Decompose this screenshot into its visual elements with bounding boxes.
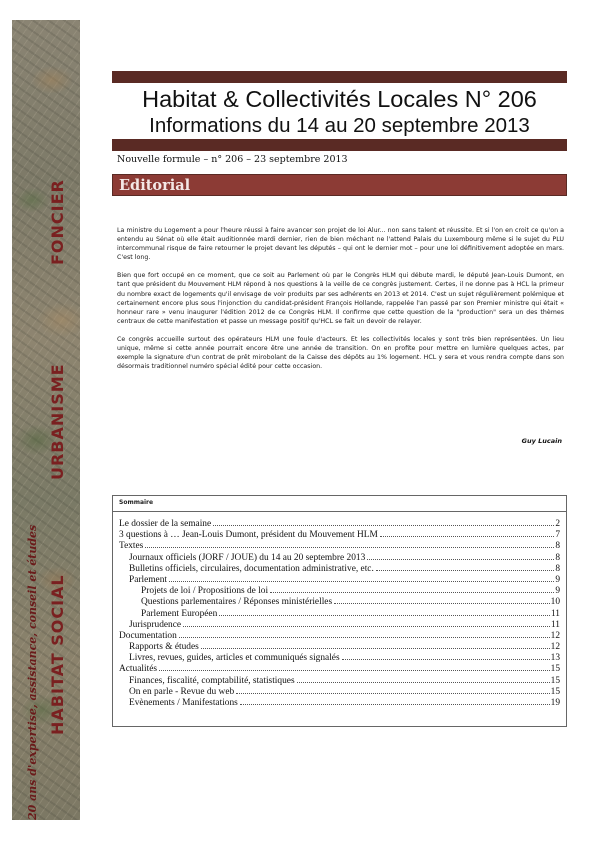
toc-entry[interactable] — [119, 664, 560, 675]
issue-info: Nouvelle formule – n° 206 – 23 septembre 2013 — [117, 154, 348, 165]
toc-leader-dots — [270, 592, 554, 593]
toc-entry[interactable] — [119, 642, 560, 653]
toc-entry-text: Textes — [119, 541, 144, 552]
toc-entry-page: 15 — [550, 686, 560, 697]
toc-entry-text: Projets de loi / Propositions de loi — [141, 586, 269, 597]
toc-entry-page: 15 — [550, 675, 560, 686]
aerial-photo-band — [12, 20, 80, 820]
toc-leader-dots — [334, 603, 550, 604]
toc-entry[interactable] — [119, 530, 560, 541]
toc-entry-text: Questions parlementaires / Réponses ministérielles — [141, 597, 333, 608]
toc-leader-dots — [169, 581, 554, 582]
editorial-paragraph: Ce congrès accueille surtout des opérateurs HLM une foule d'acteurs. Et les collectivités locales y sont très bien représentées. Un lieu unique, même si cette année pourrait encore être une année de transition. On en profite pour mettre en lumière quelques actes, par exemple la signature d'un contrat de prêt mirobolant de la Caisse des dépôts au 1% logement. HCL y sera et vous rendra compte dans son désormais traditionnel numéro spécial édité pour cette occasion. — [117, 335, 564, 371]
toc-leader-dots — [159, 670, 550, 671]
toc-entry-text: Documentation — [119, 630, 177, 641]
toc-entry-page: 9 — [555, 574, 560, 585]
toc-entry[interactable] — [119, 631, 560, 642]
toc-entry[interactable] — [119, 597, 560, 608]
toc-entry-page: 8 — [555, 541, 560, 552]
editorial-paragraph: Bien que fort occupé en ce moment, que ce soit au Parlement où par le Congrès HLM qui débute mardi, le député Jean-Louis Dumont, en tant que président du Mouvement HLM répond à nos questions à la veille de ce congrès justement. Certes, il ne donne pas à HCL la primeur du nombre exact de logements qu'il envisage de voir produits par ses adhérents en 2013 et 2014. C'est un sujet régulièrement polémique et certainement encore plus sous l'injonction du candidat-président François Hollande, rappelée l'an passé par son Premier ministre qui était « honneur rare » venu inaugurer l'édition 2012 de ce Congrès HLM. Il confirme que cette question de la "production" sera un des thèmes centraux de cette manifestation et passe un message positif qu'HCL se fait un devoir de relayer. — [117, 272, 564, 325]
header-bottom-rule — [112, 139, 567, 151]
toc-entry[interactable] — [119, 519, 560, 530]
toc-entry-text: Evènements / Manifestations — [129, 698, 238, 708]
toc-leader-dots — [367, 559, 554, 560]
editorial-paragraph: La ministre du Logement a pour l'heure réussi à faire avancer son projet de loi Alur... non sans talent et réussite. Et si l'on en croit ce qu'on a entendu au Sénat où elle était auditionnée mardi dernier, rien de bien méchant ne l'attend Palais du Luxembourg même si le sujet du PLU intercommunal risque de faire retourner le projet devant les députés – qui ont le dernier mot – pour une loi définitivement adoptée en mars. C'est long. — [117, 227, 564, 262]
toc-leader-dots — [213, 525, 554, 526]
toc-entry-text: Actualités — [119, 664, 158, 675]
sidebar-tagline: 20 ans d'expertise, assistance, conseil et études — [26, 524, 39, 820]
toc-entry-page: 9 — [555, 586, 560, 597]
toc-leader-dots — [236, 693, 549, 694]
toc-list — [113, 512, 566, 709]
toc-entry[interactable] — [119, 553, 560, 564]
toc-leader-dots — [342, 659, 550, 660]
toc-leader-dots — [183, 626, 550, 627]
sidebar-label-urbanisme: URBANISME — [48, 363, 67, 480]
toc-entry-page: 11 — [550, 619, 560, 630]
toc-leader-dots — [179, 637, 550, 638]
editorial-heading: Editorial — [119, 177, 191, 194]
editorial-signature: Guy Lucain — [521, 437, 562, 445]
toc-entry-page: 12 — [550, 630, 560, 641]
toc-entry-page: 2 — [555, 519, 560, 529]
page-subtitle: Informations du 14 au 20 septembre 2013 — [149, 114, 530, 137]
toc-entry-text: Rapports & études — [129, 642, 199, 653]
toc-leader-dots — [240, 704, 550, 705]
header-top-rule — [112, 71, 567, 83]
toc-leader-dots — [376, 570, 555, 571]
toc-entry-page: 8 — [555, 552, 560, 563]
sidebar-label-habitat-social: HABITAT SOCIAL — [48, 574, 67, 735]
toc-entry-page: 12 — [550, 642, 560, 653]
toc-entry[interactable] — [119, 575, 560, 586]
toc-entry-text: 3 questions à … Jean-Louis Dumont, président du Mouvement HLM — [119, 530, 378, 541]
toc-entry[interactable] — [119, 687, 560, 698]
toc-entry[interactable] — [119, 564, 560, 575]
toc-entry-page: 7 — [555, 530, 560, 541]
toc-entry-text: Bulletins officiels, circulaires, documentation administrative, etc. — [129, 563, 374, 574]
toc-leader-dots — [201, 648, 550, 649]
toc-entry-page: 13 — [550, 653, 560, 664]
toc-entry-text: Parlement — [129, 574, 168, 585]
toc-entry-text: Parlement Européen — [141, 608, 218, 619]
toc-entry-text: Le dossier de la semaine — [119, 519, 212, 529]
toc-entry-text: Journaux officiels (JORF / JOUE) du 14 au 20 septembre 2013 — [129, 552, 366, 563]
toc-heading: Sommaire — [113, 496, 566, 512]
toc-entry-text: Livres, revues, guides, articles et communiqués signalés — [129, 653, 340, 664]
toc-entry[interactable] — [119, 698, 560, 709]
toc-leader-dots — [297, 682, 550, 683]
toc-entry-text: Finances, fiscalité, comptabilité, statistiques — [129, 675, 295, 686]
toc-entry-page: 19 — [550, 698, 560, 708]
toc-leader-dots — [145, 547, 554, 548]
table-of-contents — [112, 495, 567, 727]
toc-entry[interactable] — [119, 620, 560, 631]
editorial-body — [117, 226, 564, 380]
toc-entry-page: 15 — [550, 664, 560, 675]
page-title: Habitat & Collectivités Locales N° 206 — [142, 86, 537, 112]
toc-entry-text: On en parle - Revue du web — [129, 686, 235, 697]
toc-entry-page: 10 — [550, 597, 560, 608]
toc-entry[interactable] — [119, 676, 560, 687]
toc-entry-page: 8 — [555, 563, 560, 574]
toc-entry[interactable] — [119, 586, 560, 597]
toc-leader-dots — [219, 615, 550, 616]
toc-leader-dots — [380, 536, 554, 537]
sidebar-label-foncier: FONCIER — [48, 179, 67, 265]
toc-entry-page: 11 — [550, 608, 560, 619]
editorial-header-band — [112, 174, 567, 196]
toc-entry-text: Jurisprudence — [129, 619, 182, 630]
toc-entry[interactable] — [119, 541, 560, 552]
toc-entry[interactable] — [119, 653, 560, 664]
toc-entry[interactable] — [119, 609, 560, 620]
